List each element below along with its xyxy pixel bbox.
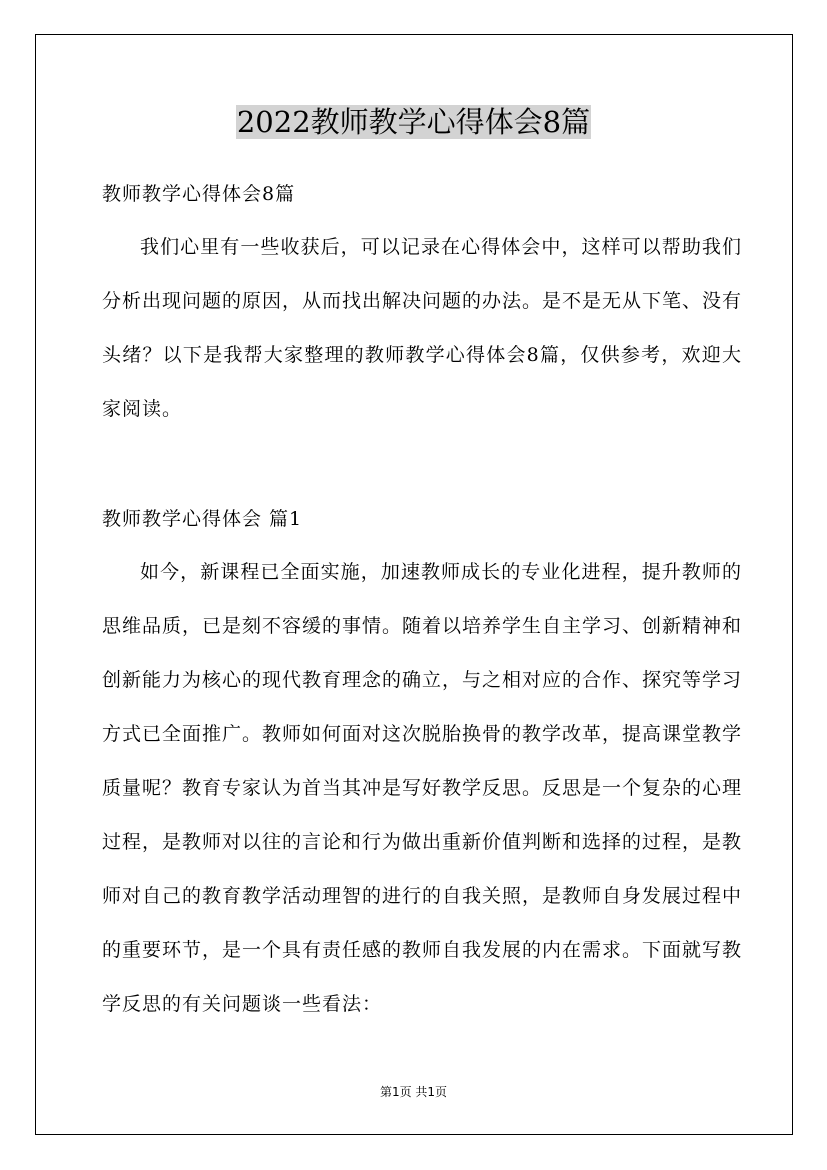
document-title <box>0 100 827 144</box>
section-1-heading: 教师教学心得体会 篇1 <box>102 508 303 530</box>
section-1-paragraph: 如今，新课程已全面实施，加速教师成长的专业化进程，提升教师的思维品质，已是刻不容缓的事情。随着以培养学生自主学习、创新精神和创新能力为核心的现代教育理念的确立，与之相对应的合作、探究等学习方式已全面推广。教师如何面对这次脱胎换骨的教学改革，提高课堂教学质量呢？教育专家认为首当其冲是写好教学反思。反思是一个复杂的心理过程，是教师对以往的言论和行为做出重新价值判断和选择的过程，是教师对自己的教育教学活动理智的进行的自我关照，是教师自身发展过程中的重要环节，是一个具有责任感的教师自我发展的内在需求。下面就写教学反思的有关问题谈一些看法： <box>102 561 743 1015</box>
page-footer: 第1页 共1页 <box>379 1085 448 1099</box>
document-subtitle: 教师教学心得体会8篇 <box>102 183 296 205</box>
intro-paragraph: 我们心里有一些收获后，可以记录在心得体会中，这样可以帮助我们分析出现问题的原因，从而找出解决问题的办法。是不是无从下笔、没有头绪？以下是我帮大家整理的教师教学心得体会8篇，仅供参考，欢迎大家阅读。 <box>102 236 743 420</box>
document-title-text: 2022教师教学心得体会8篇 <box>236 105 591 139</box>
